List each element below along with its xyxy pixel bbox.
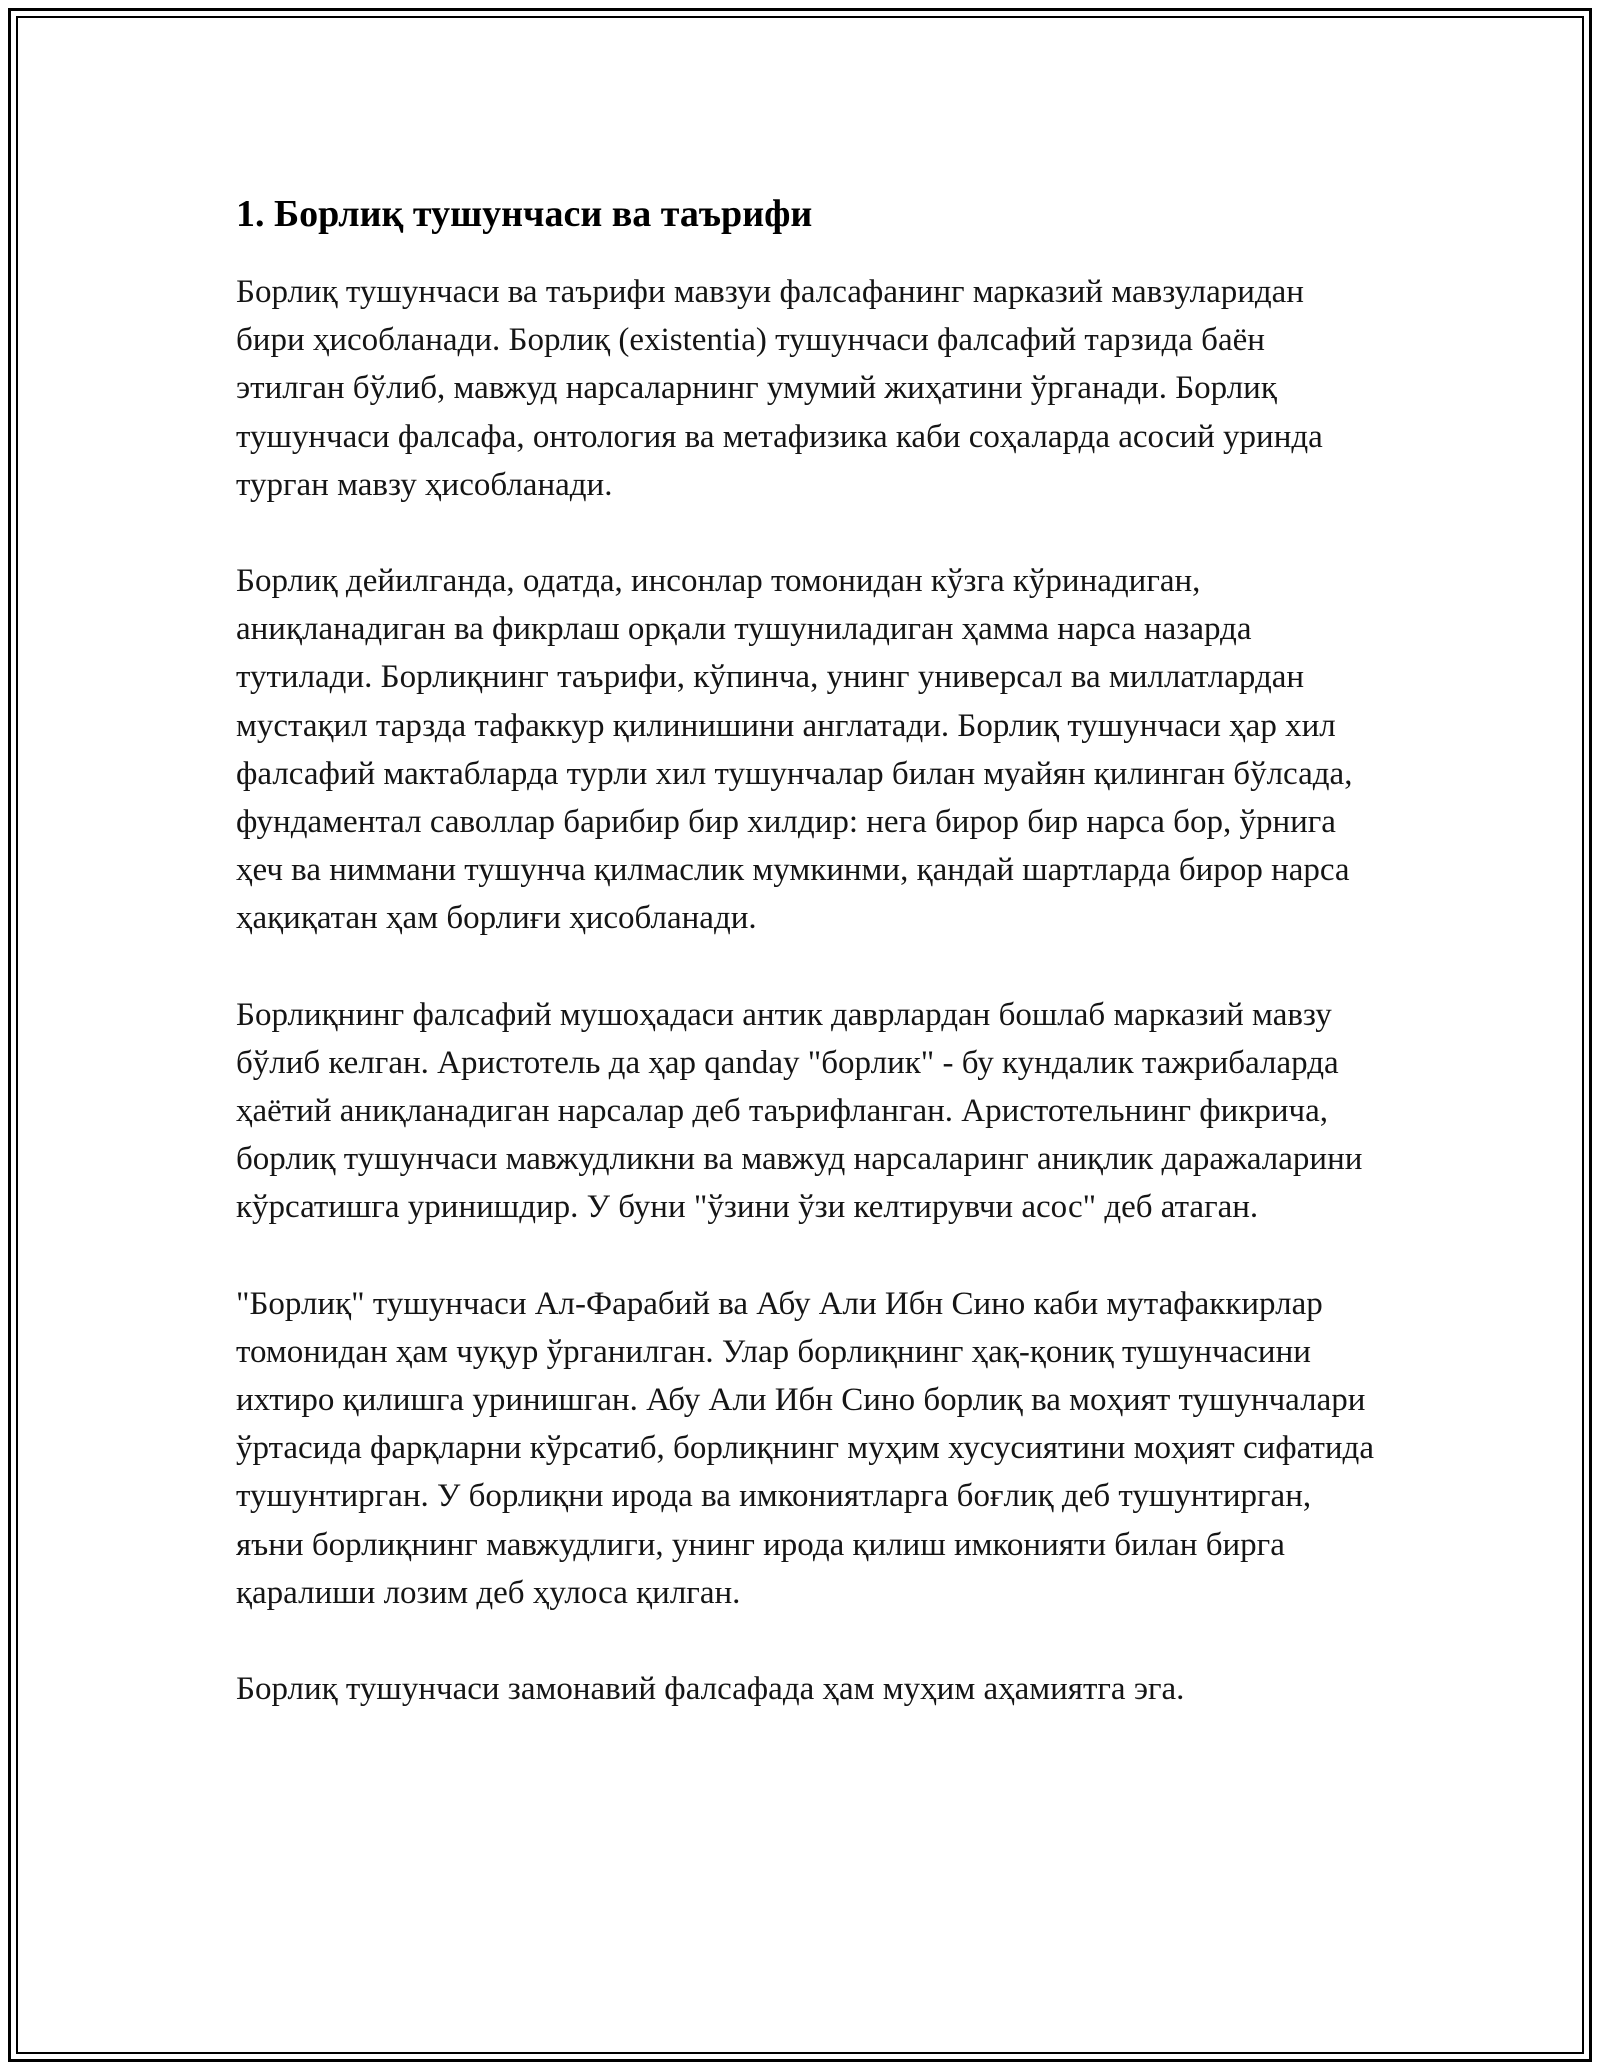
paragraph-4: "Борлиқ" тушунчаси Ал-Фарабий ва Абу Али Ибн Сино каби мутафаккирлар томонидан ҳам чуқур ўрганилган. Улар борлиқнинг ҳақ-қониқ тушунчасини ихтиро қилишга уринишган. Абу Али Ибн Сино борлиқ ва моҳият тушунчалари ўртасида фарқларни кўрсатиб, борлиқнинг муҳим хусусиятини моҳият сифатида тушунтирган. У борлиқни ирода ва имкониятларга боғлиқ деб тушунтирган, яъни борлиқнинг мавжудлиги, унинг ирода қилиш имконияти билан бирга қаралиши лозим деб ҳулоса қилган. <box>236 1285 1374 1611</box>
document-body <box>236 186 1376 1761</box>
paragraph-2: Борлиқ дейилганда, одатда, инсонлар томонидан кўзга кўринадиган, аниқланадиган ва фикрлаш орқали тушуниладиган ҳамма нарса назарда тутилади. Борлиқнинг таърифи, кўпинча, унинг универсал ва миллатлардан мустақил тарзда тафаккур қилинишини англатади. Борлиқ тушунчаси ҳар хил фалсафий мактабларда турли хил тушунчалар билан муайян қилинган бўлсада, фундаментал саволлар барибир бир хилдир: нега бирор бир нарса бор, ўрнига ҳеч ва ниммани тушунча қилмаслик мумкинми, қандай шартларда бирор нарса ҳақиқатан ҳам борлиғи ҳисобланади. <box>236 563 1353 937</box>
paragraph-1: Борлиқ тушунчаси ва таърифи мавзуи фалсафанинг марказий мавзуларидан бири ҳисобланади. Борлиқ (existentia) тушунчаси фалсафий тарзида баён этилган бўлиб, мавжуд нарсаларнинг умумий жиҳатини ўрганади. Борлиқ тушунчаси фалсафа, онтология ва метафизика каби соҳаларда асосий уринда турган мавзу ҳисобланади. <box>236 274 1323 503</box>
section-heading: 1. Борлиқ тушунчаси ва таърифи <box>236 193 813 235</box>
paragraph-5: Борлиқ тушунчаси замонавий фалсафада ҳам муҳим аҳамиятга эга. <box>236 1671 1185 1708</box>
paragraph-3: Борлиқнинг фалсафий мушоҳадаси антик даврлардан бошлаб марказий мавзу бўлиб келган. Аристотель да ҳар qanday "борлик" - бу кундалик тажрибаларда ҳаётий аниқланадиган нарсалар деб таърифланган. Аристотельнинг фикрича, борлиқ тушунчаси мавжудликни ва мавжуд нарсаларинг аниқлик даражаларини кўрсатишга уринишдир. У буни "ўзини ўзи келтирувчи асос" деб атаган. <box>236 996 1363 1226</box>
